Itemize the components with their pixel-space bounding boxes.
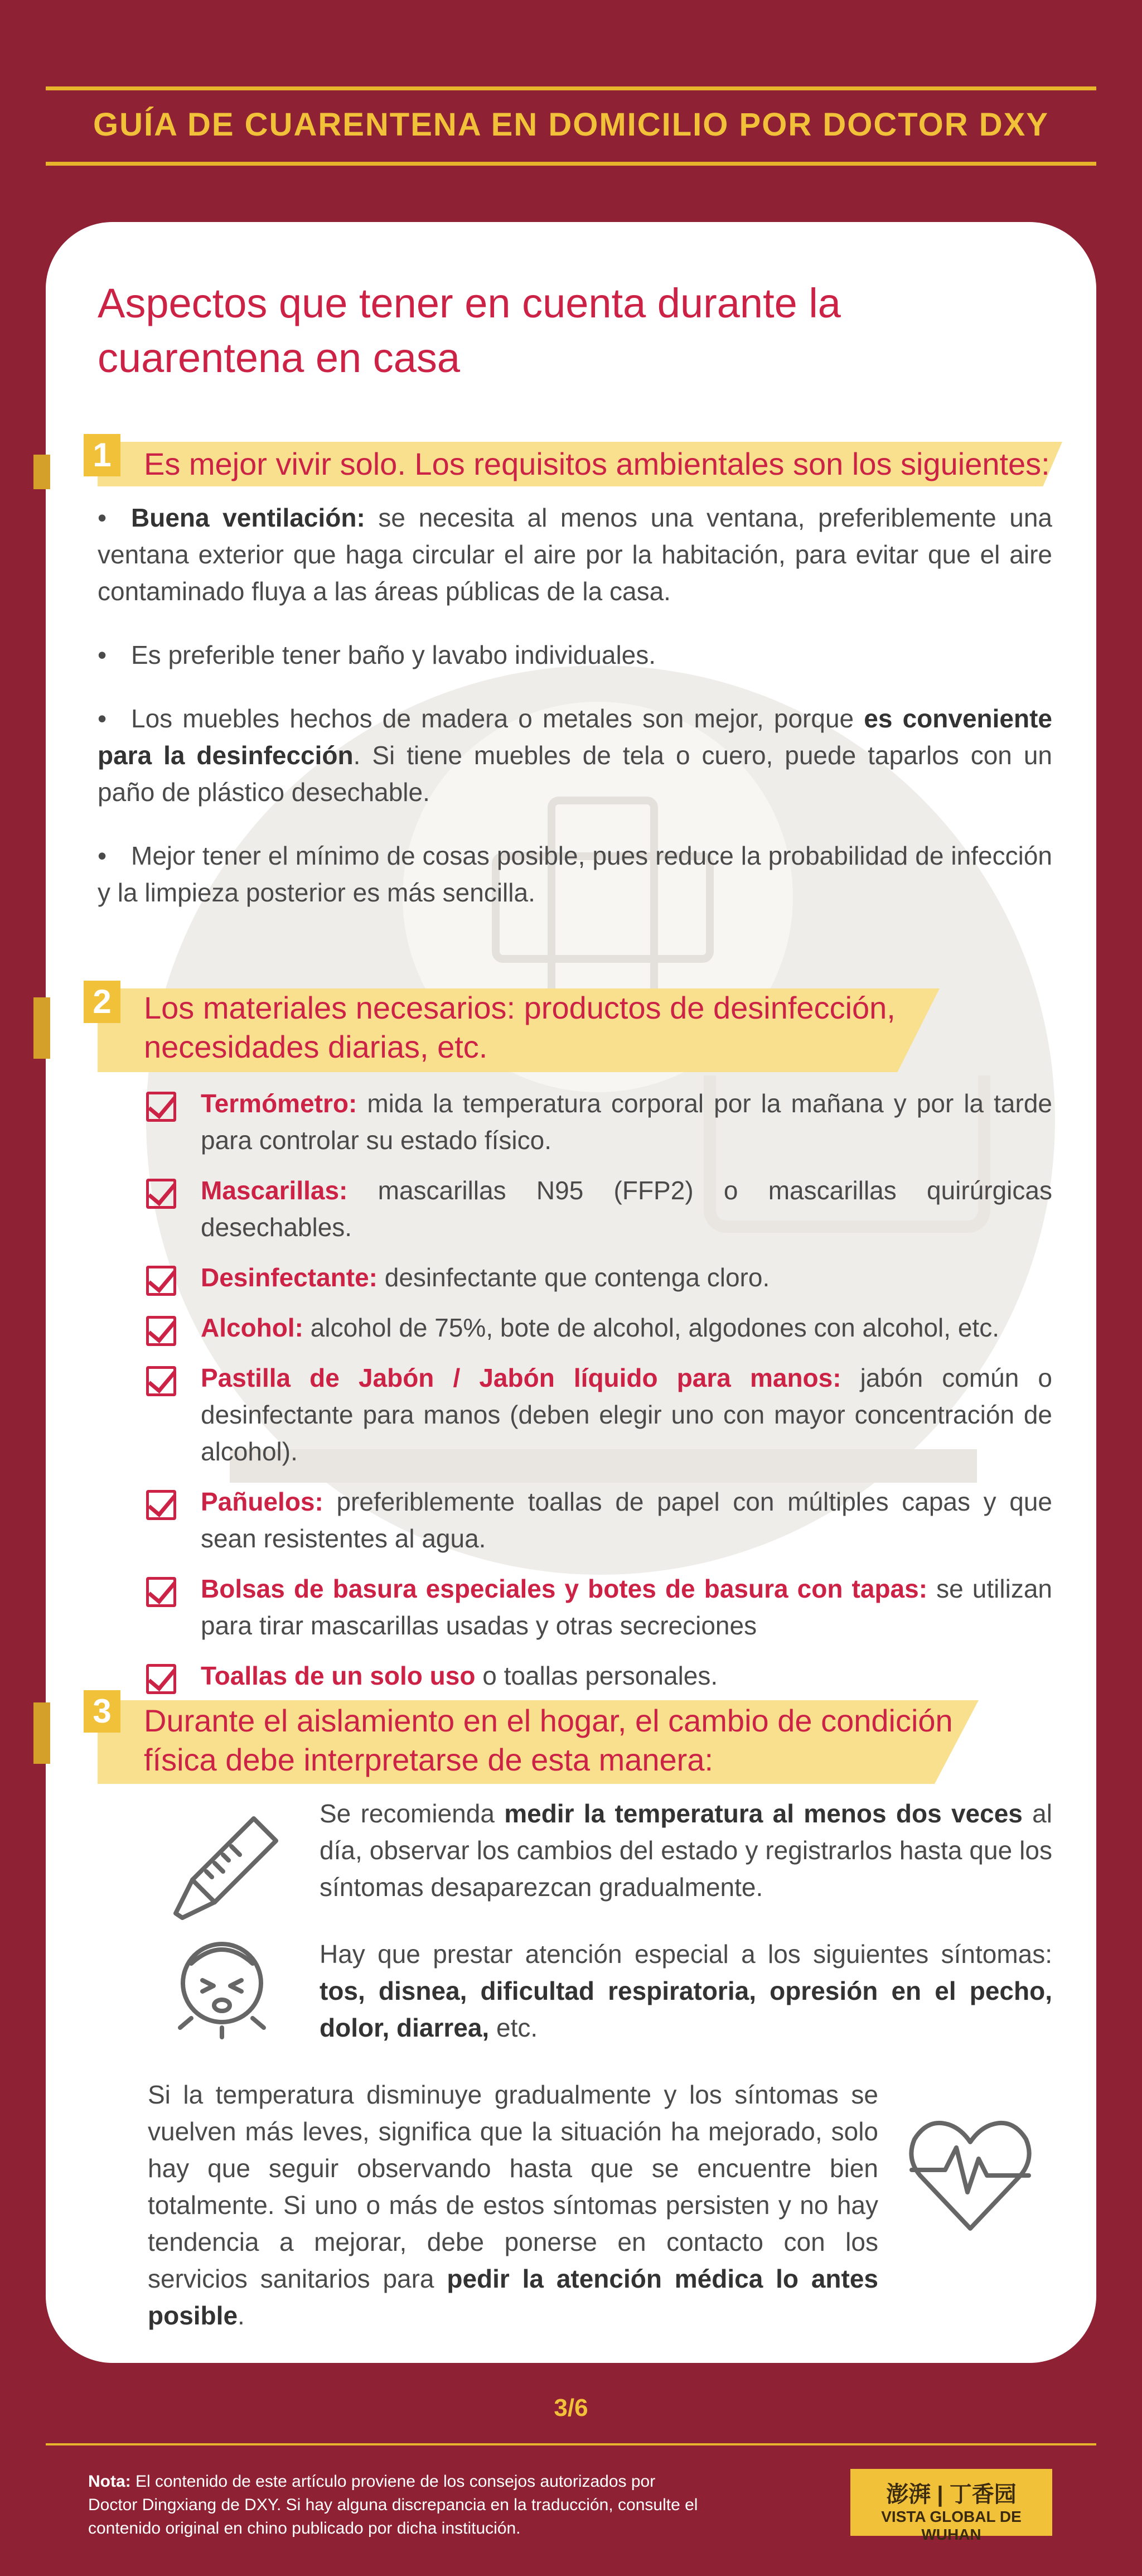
- checkbox-icon: [146, 1664, 176, 1694]
- symptoms-advice: Hay que prestar atención especial a los siguientes síntomas: tos, disnea, dificultad respiratoria, opresión en el pecho, dolor, diarrea, etc.: [320, 1940, 1052, 2042]
- bullet-bathroom: • Es preferible tener baño y lavabo individuales.: [98, 640, 656, 669]
- check-item-trash-bags: Bolsas de basura especiales y botes de basura con tapas: se utilizan para tirar mascarillas usadas y otras secreciones: [142, 1570, 1052, 1644]
- header-bottom-line: [46, 162, 1096, 166]
- check-item-disinfectant: Desinfectante: desinfectante que contenga cloro.: [142, 1259, 1052, 1296]
- checkbox-icon: [146, 1179, 176, 1209]
- section-3-title-line2: física debe interpretarse de esta manera:: [144, 1742, 714, 1777]
- temperature-advice: Se recomienda medir la temperatura al menos dos veces al día, observar los cambios del estado y registrarlos hasta que los síntomas desaparezcan gradualmente.: [320, 1799, 1052, 1902]
- check-item-thermometer: Termómetro: mida la temperatura corporal por la mañana y por la tarde para controlar su estado físico.: [142, 1085, 1052, 1159]
- check-item-masks: Mascarillas: mascarillas N95 (FFP2) o mascarillas quirúrgicas desechables.: [142, 1172, 1052, 1246]
- bullet-furniture: • Los muebles hechos de madera o metales son mejor, porque es conveniente para la desinfección. Si tiene muebles de tela o cuero, puede taparlos con un paño de plástico desechable.: [98, 704, 1053, 807]
- section-2-shadow: [33, 997, 50, 1059]
- checkbox-icon: [146, 1266, 176, 1296]
- check-item-alcohol: Alcohol: alcohol de 75%, bote de alcohol, algodones con alcohol, etc.: [142, 1309, 1052, 1346]
- sick-face-icon: [172, 1930, 272, 2042]
- bullet-minimal-items: • Mejor tener el mínimo de cosas posible, pues reduce la probabilidad de infección y la limpieza posterior es más sencilla.: [98, 841, 1052, 907]
- thermometer-icon: [170, 1807, 287, 1924]
- section-1-bullets: [98, 499, 1052, 938]
- check-item-tissues: Pañuelos: preferiblemente toallas de papel con múltiples capas y que sean resistentes al agua.: [142, 1483, 1052, 1557]
- heartbeat-icon: [906, 2114, 1034, 2237]
- section-1-title: Es mejor vivir solo. Los requisitos ambientales son los siguientes:: [144, 446, 1050, 481]
- publisher-logo: [850, 2469, 1052, 2543]
- section-3-title: [144, 1701, 1014, 1779]
- section-1-shadow: [33, 455, 50, 489]
- logo-subtitle: VISTA GLOBAL DE WUHAN: [881, 2508, 1022, 2543]
- section-3-shadow: [33, 1702, 50, 1764]
- section-2-badge: 2: [84, 981, 120, 1023]
- section-2-title: [144, 988, 980, 1067]
- section-3-badge: 3: [84, 1690, 120, 1733]
- check-item-soap: Pastilla de Jabón / Jabón líquido para manos: jabón común o desinfectante para manos (deben elegir uno con mayor concentración de alcohol).: [142, 1359, 1052, 1470]
- checkbox-icon: [146, 1490, 176, 1520]
- check-item-towels: Toallas de un solo uso o toallas personales.: [142, 1657, 1052, 1694]
- section-2-title-line1: Los materiales necesarios: productos de desinfección,: [144, 990, 896, 1025]
- checkbox-icon: [146, 1316, 176, 1346]
- checkbox-icon: [146, 1366, 176, 1396]
- footer-note: Nota: El contenido de este artículo proviene de los consejos autorizados por Doctor Dingxiang de DXY. Si hay alguna discrepancia en la traducción, consulte el contenido original en chino publicado por dicha institución.: [88, 2472, 698, 2538]
- checkbox-icon: [146, 1577, 176, 1607]
- section-3-title-line1: Durante el aislamiento en el hogar, el cambio de condición: [144, 1703, 953, 1738]
- bullet-ventilation: • Buena ventilación: se necesita al menos una ventana, preferiblemente una ventana exterior que haga circular el aire por la habitación, para evitar que el aire contaminado fluya a las áreas públicas de la casa.: [98, 503, 1053, 606]
- section-1-badge: 1: [84, 434, 120, 476]
- checkbox-icon: [146, 1092, 176, 1122]
- header-title: GUÍA DE CUARENTENA EN DOMICILIO POR DOCTOR DXY: [93, 107, 1049, 143]
- header-top-line: [46, 86, 1096, 90]
- section-2-title-line2: necesidades diarias, etc.: [144, 1029, 488, 1064]
- medical-attention-advice: Si la temperatura disminuye gradualmente y los síntomas se vuelven más leves, significa que la situación ha mejorado, solo hay que seguir observando hasta que se encuentre bien totalmente. Si uno o más de estos síntomas persisten y no hay tendencia a mejorar, debe ponerse en contacto con los servicios sanitarios para pedir la atención médica lo antes posible.: [148, 2080, 879, 2330]
- footer-line: [46, 2443, 1096, 2445]
- page-title: Aspectos que tener en cuenta durante la cuarentena en casa: [98, 280, 841, 381]
- section-2-checklist: [142, 1085, 1052, 1707]
- page-number: 3/6: [554, 2394, 588, 2421]
- logo-brand-text: 澎湃 | 丁香园: [886, 2482, 1017, 2507]
